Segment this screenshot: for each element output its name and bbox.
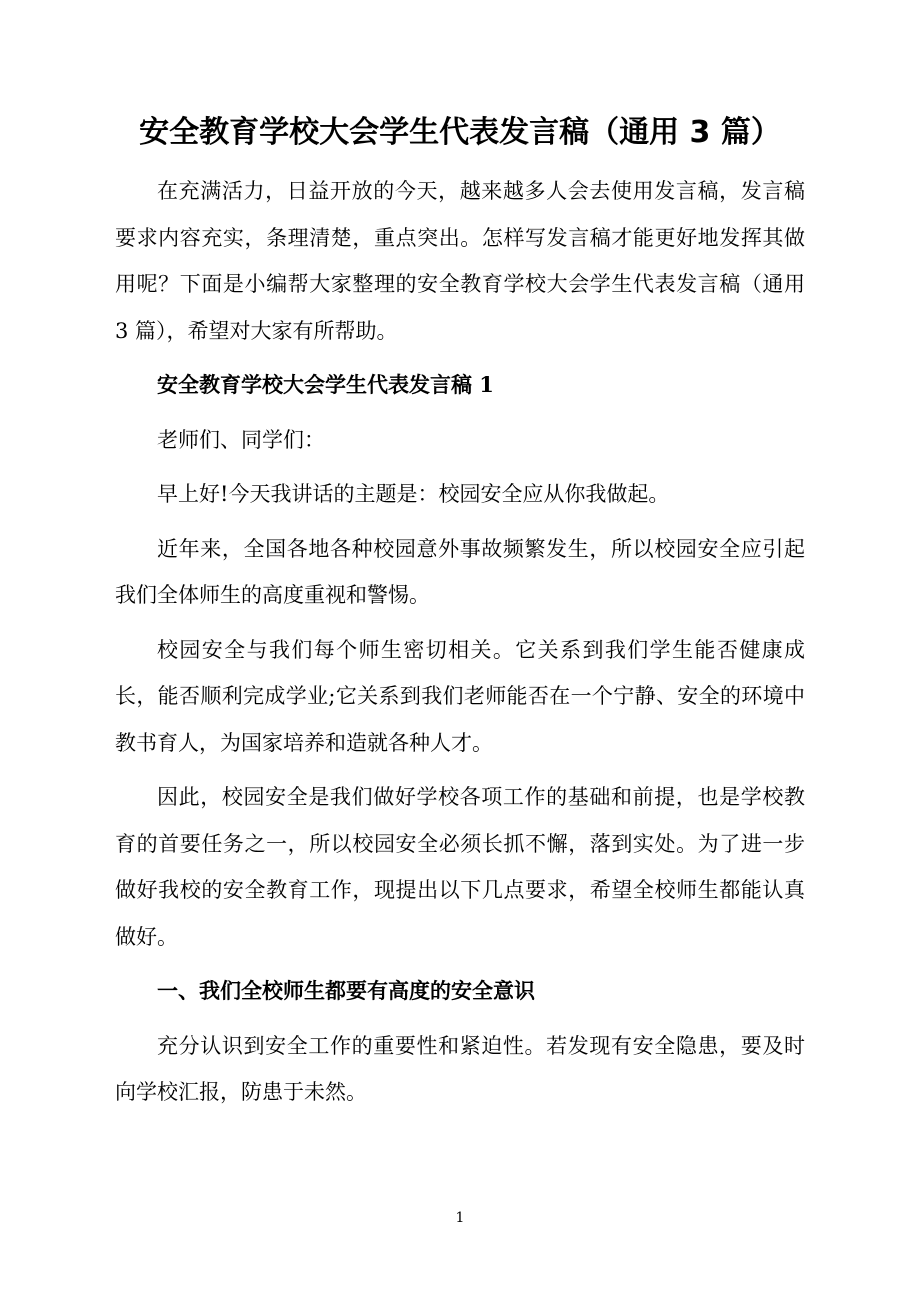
- salutation-paragraph: 老师们、同学们：: [157, 427, 325, 452]
- intro-paragraph: 在充满活力，日益开放的今天，越来越多人会去使用发言稿，发言稿要求内容充实，条理清楚，重点突出。怎样写发言稿才能更好地发挥其做用呢？下面是小编帮大家整理的安全教育学校大会学生代表发言稿（通用 3 篇），希望对大家有所帮助。: [115, 179, 805, 343]
- section-heading-speech-1: 安全教育学校大会学生代表发言稿 1: [157, 372, 494, 397]
- greeting-paragraph: 早上好!今天我讲话的主题是：校园安全应从你我做起。: [157, 482, 670, 506]
- subsection-heading-1: 一、我们全校师生都要有高度的安全意识: [157, 978, 535, 1003]
- page-number: 1: [455, 1210, 465, 1226]
- body-paragraph: 充分认识到安全工作的重要性和紧迫性。若发现有安全隐患，要及时向学校汇报，防患于未然。: [115, 1033, 805, 1104]
- body-paragraph: 因此，校园安全是我们做好学校各项工作的基础和前提，也是学校教育的首要任务之一，所以校园安全必须长抓不懈，落到实处。为了进一步做好我校的安全教育工作，现提出以下几点要求，希望全校师生都能认真做好。: [115, 785, 805, 949]
- body-paragraph: 近年来，全国各地各种校园意外事故频繁发生，所以校园安全应引起我们全体师生的高度重视和警惕。: [115, 536, 805, 607]
- document-title: 安全教育学校大会学生代表发言稿（通用 3 篇）: [139, 115, 781, 150]
- document-body: [115, 168, 805, 1124]
- body-paragraph: 校园安全与我们每个师生密切相关。它关系到我们学生能否健康成长，能否顺利完成学业;它关系到我们老师能否在一个宁静、安全的环境中教书育人，为国家培养和造就各种人才。: [115, 637, 805, 755]
